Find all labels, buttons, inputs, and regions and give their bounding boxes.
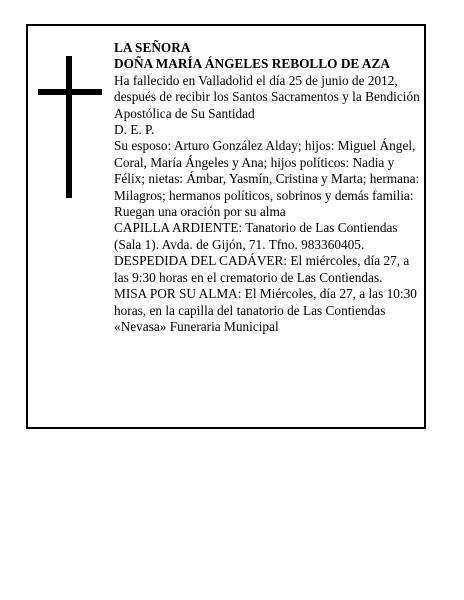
cross-vertical-bar bbox=[66, 56, 72, 198]
funeral-home: «Nevasa» Funeraria Municipal bbox=[114, 318, 279, 334]
obituary-notice bbox=[26, 24, 426, 429]
rip-line: D. E. P. bbox=[114, 122, 155, 138]
deceased-name: DOÑA MARÍA ÁNGELES REBOLLO DE AZA bbox=[114, 56, 390, 72]
farewell-info: DESPEDIDA DEL CADÁVER: El miércoles, día 27, a las 9:30 horas en el crematorio de Las Contiendas. bbox=[114, 253, 410, 285]
family-list: Su esposo: Arturo González Alday; hijos: Miguel Ángel, Coral, María Ángeles y Ana; hijos políticos: Nadia y Félix; nietas: Ámbar, Yasmín, Cristina y Marta; hermana: Milagros; hermanos políticos, sobrinos y demás familia: bbox=[114, 138, 420, 203]
cross-icon bbox=[38, 56, 102, 198]
mass-info: MISA POR SU ALMA: El Miércoles, día 27, a las 10:30 horas, en la capilla del tanatorio de Las Contiendas bbox=[114, 286, 417, 318]
death-statement: Ha fallecido en Valladolid el día 25 de junio de 2012, después de recibir los Santos Sacramentos y la Bendición Apostólica de Su Santidad bbox=[114, 72, 420, 121]
title-line: LA SEÑORA bbox=[114, 40, 191, 55]
chapel-info: CAPILLA ARDIENTE: Tanatorio de Las Contiendas (Sala 1). Avda. de Gijón, 71. Tfno. 983360405. bbox=[114, 220, 398, 252]
prayer-request: Ruegan una oración por su alma bbox=[114, 204, 286, 220]
cross-horizontal-bar bbox=[38, 89, 102, 95]
notice-text bbox=[114, 40, 422, 335]
